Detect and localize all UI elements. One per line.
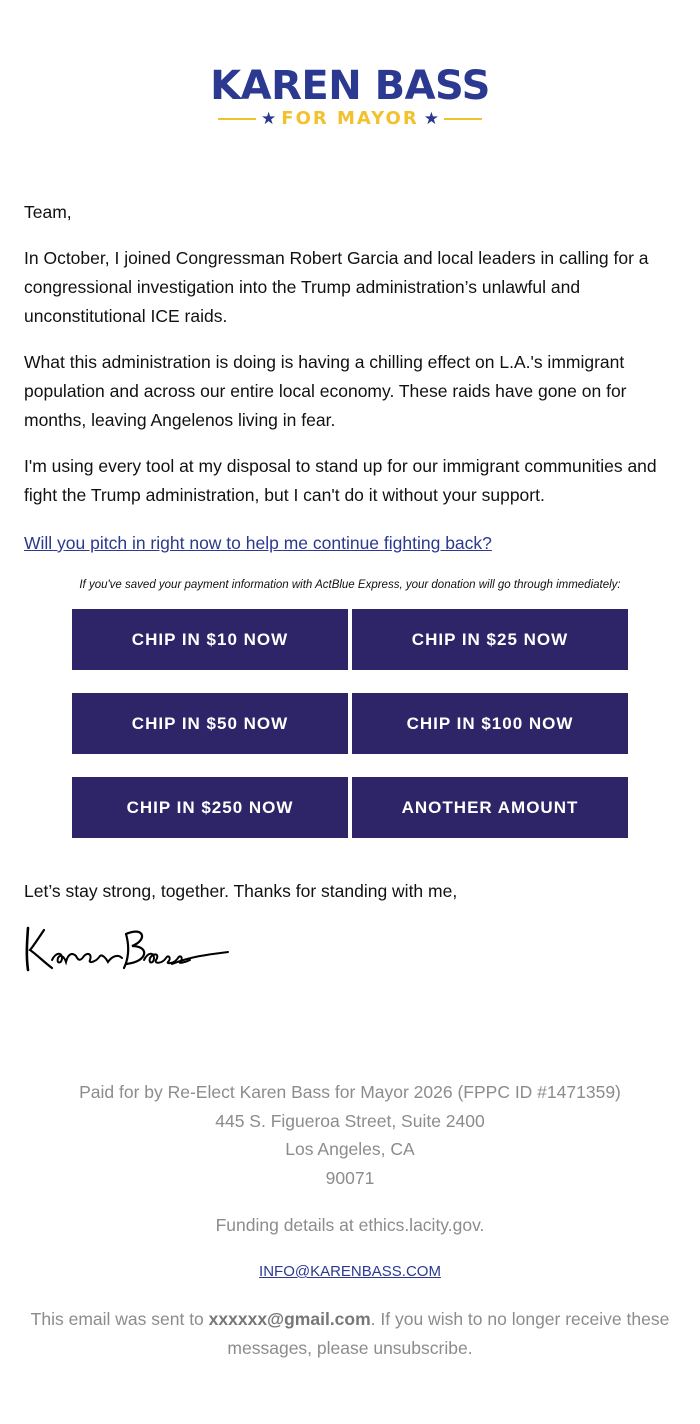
pitch-in-link[interactable]: Will you pitch in right now to help me continue fighting back? [24, 533, 492, 553]
logo-left-rule [218, 118, 256, 120]
signature-image [22, 920, 232, 976]
sent-email-address: xxxxxx@gmail.com [208, 1309, 371, 1329]
logo-tagline-row [0, 108, 700, 130]
chip-in-250-button[interactable]: CHIP IN $250 NOW [72, 777, 348, 838]
address-line-2: Los Angeles, CA [285, 1139, 415, 1159]
actblue-express-note: If you've saved your payment information with ActBlue Express, your donation will go through immediately: [79, 579, 621, 591]
logo-name: KAREN BASS [210, 63, 490, 109]
another-amount-button[interactable]: ANOTHER AMOUNT [352, 777, 628, 838]
campaign-logo [0, 60, 700, 130]
greeting: Team, [24, 202, 72, 222]
sent-suffix: . If you wish to no longer receive these messages, please unsubscribe. [227, 1309, 670, 1358]
star-icon: ★ [423, 109, 439, 128]
logo-tagline: FOR MAYOR [281, 108, 419, 129]
unsubscribe-notice [30, 1305, 670, 1363]
chip-in-100-button[interactable]: CHIP IN $100 NOW [352, 693, 628, 754]
funding-details: Funding details at ethics.lacity.gov. [215, 1215, 485, 1235]
paragraph-2: What this administration is doing is having a chilling effect on L.A.'s immigrant population and across our entire local economy. These raids have gone on for months, leaving Angelenos living in fear. [24, 352, 627, 430]
chip-in-50-button[interactable]: CHIP IN $50 NOW [72, 693, 348, 754]
address-zip: 90071 [325, 1168, 375, 1188]
chip-in-25-button[interactable]: CHIP IN $25 NOW [352, 609, 628, 670]
star-icon: ★ [261, 109, 277, 128]
info-email-link[interactable]: INFO@KARENBASS.COM [259, 1263, 441, 1280]
closing-line: Let’s stay strong, together. Thanks for standing with me, [24, 881, 458, 901]
footer-email-row [0, 1260, 700, 1284]
address-line-1: 445 S. Figueroa Street, Suite 2400 [215, 1111, 485, 1131]
chip-in-10-button[interactable]: CHIP IN $10 NOW [72, 609, 348, 670]
sent-prefix: This email was sent to [30, 1309, 209, 1329]
paragraph-3: I'm using every tool at my disposal to stand up for our immigrant communities and fight the Trump administration, but I can't do it without your support. [24, 456, 657, 505]
logo-right-rule [444, 118, 482, 120]
paragraph-1: In October, I joined Congressman Robert Garcia and local leaders in calling for a congressional investigation into the Trump administration’s unlawful and unconstitutional ICE raids. [24, 248, 649, 326]
paid-for-line: Paid for by Re-Elect Karen Bass for Mayor 2026 (FPPC ID #1471359) [79, 1082, 621, 1102]
